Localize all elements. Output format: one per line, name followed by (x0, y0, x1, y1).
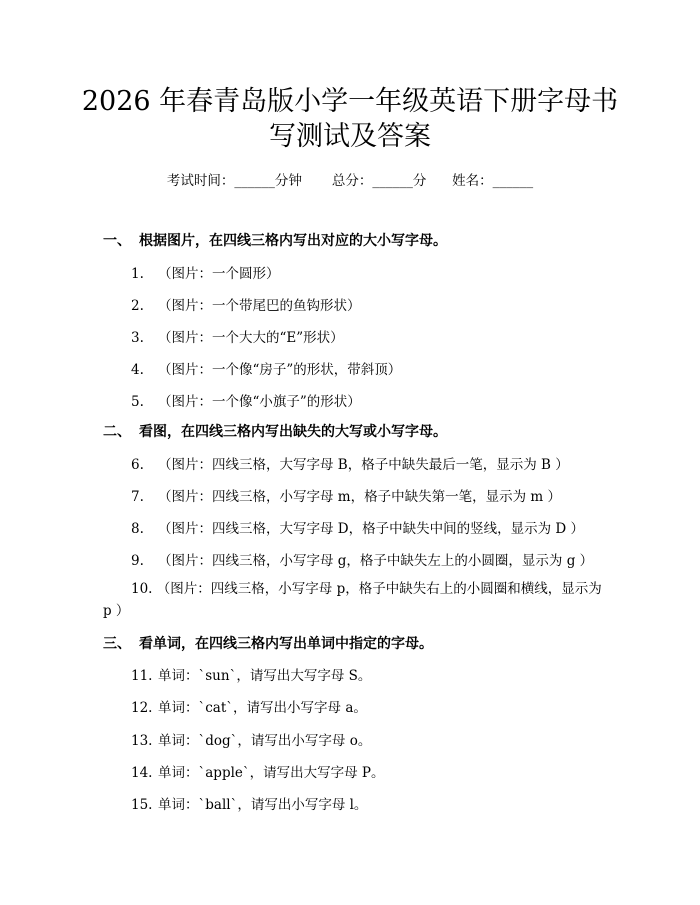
question-text: 单词：`apple`，请写出大写字母 P。 (158, 765, 385, 781)
question-number: 6. (131, 457, 144, 473)
question-number: 4. (131, 362, 144, 378)
question-number: 2. (131, 298, 144, 314)
question-text: （图片：四线三格，大写字母 D，格子中缺失中间的竖线，显示为 D ） (158, 521, 585, 537)
question-number: 11. (131, 668, 153, 684)
question-text: 单词：`sun`，请写出大写字母 S。 (158, 668, 372, 684)
question-item (131, 358, 401, 378)
question-text: 单词：`ball`，请写出小写字母 l。 (158, 797, 368, 813)
question-item (131, 390, 361, 410)
section-heading (103, 421, 447, 441)
question-item (131, 326, 344, 346)
question-item (131, 696, 367, 716)
question-number: 12. (131, 700, 153, 716)
question-item (131, 793, 367, 813)
section-heading (103, 230, 447, 250)
student-name-label: 姓名：______ (452, 173, 534, 189)
question-item (131, 453, 569, 473)
question-text: （图片：一个带尾巴的鱼钩形状） (158, 298, 361, 314)
question-number: 13. (131, 733, 153, 749)
question-text: （图片：四线三格，大写字母 B，格子中缺失最后一笔，显示为 B ） (158, 457, 569, 473)
section-title: 看单词，在四线三格内写出单词中指定的字母。 (139, 636, 433, 652)
question-number: 1. (131, 266, 144, 282)
section-number: 一、 (103, 233, 131, 249)
section-title: 看图，在四线三格内写出缺失的大写或小写字母。 (139, 424, 447, 440)
question-item (131, 729, 371, 749)
question-number: 9. (131, 553, 144, 569)
question-number: 14. (131, 765, 153, 781)
section-number: 三、 (103, 636, 131, 652)
question-item (131, 262, 280, 282)
document-title-line2: 写测试及答案 (269, 121, 431, 152)
question-text: 单词：`cat`，请写出小写字母 a。 (158, 700, 367, 716)
question-text: （图片：一个像“小旗子”的形状） (158, 394, 361, 410)
question-number: 15. (131, 797, 153, 813)
exam-meta (0, 169, 700, 189)
question-number: 10. (131, 581, 153, 597)
question-number: 3. (131, 330, 144, 346)
question-text: （图片：一个圆形） (158, 266, 280, 282)
question-number: 8. (131, 521, 144, 537)
question-item (131, 549, 593, 569)
question-text: （图片：一个像“房子”的形状，带斜顶） (158, 362, 402, 378)
total-score-label: 总分：______分 (331, 173, 427, 189)
document-title-line1: 2026 年春青岛版小学一年级英语下册字母书 (81, 86, 619, 117)
question-item (131, 294, 361, 314)
question-text: （图片：四线三格，小写字母 m，格子中缺失第一笔，显示为 m ） (158, 489, 561, 505)
question-item (131, 761, 385, 781)
question-text: 单词：`dog`，请写出小写字母 o。 (158, 733, 372, 749)
question-number: 7. (131, 489, 144, 505)
section-heading (103, 633, 433, 653)
question-item (131, 485, 561, 505)
section-title: 根据图片，在四线三格内写出对应的大小写字母。 (139, 233, 447, 249)
question-text: （图片：一个大大的“E”形状） (158, 330, 344, 346)
section-number: 二、 (103, 424, 131, 440)
question-number: 5. (131, 394, 144, 410)
question-text: （图片：四线三格，小写字母 g，格子中缺失左上的小圆圈，显示为 g ） (158, 553, 594, 569)
question-item (103, 578, 603, 622)
question-item (131, 517, 584, 537)
question-text: （图片：四线三格，小写字母 p，格子中缺失右上的小圆圈和横线，显示为 p ） (103, 581, 602, 619)
exam-time-label: 考试时间：______分钟 (166, 173, 302, 189)
question-item (131, 664, 371, 684)
